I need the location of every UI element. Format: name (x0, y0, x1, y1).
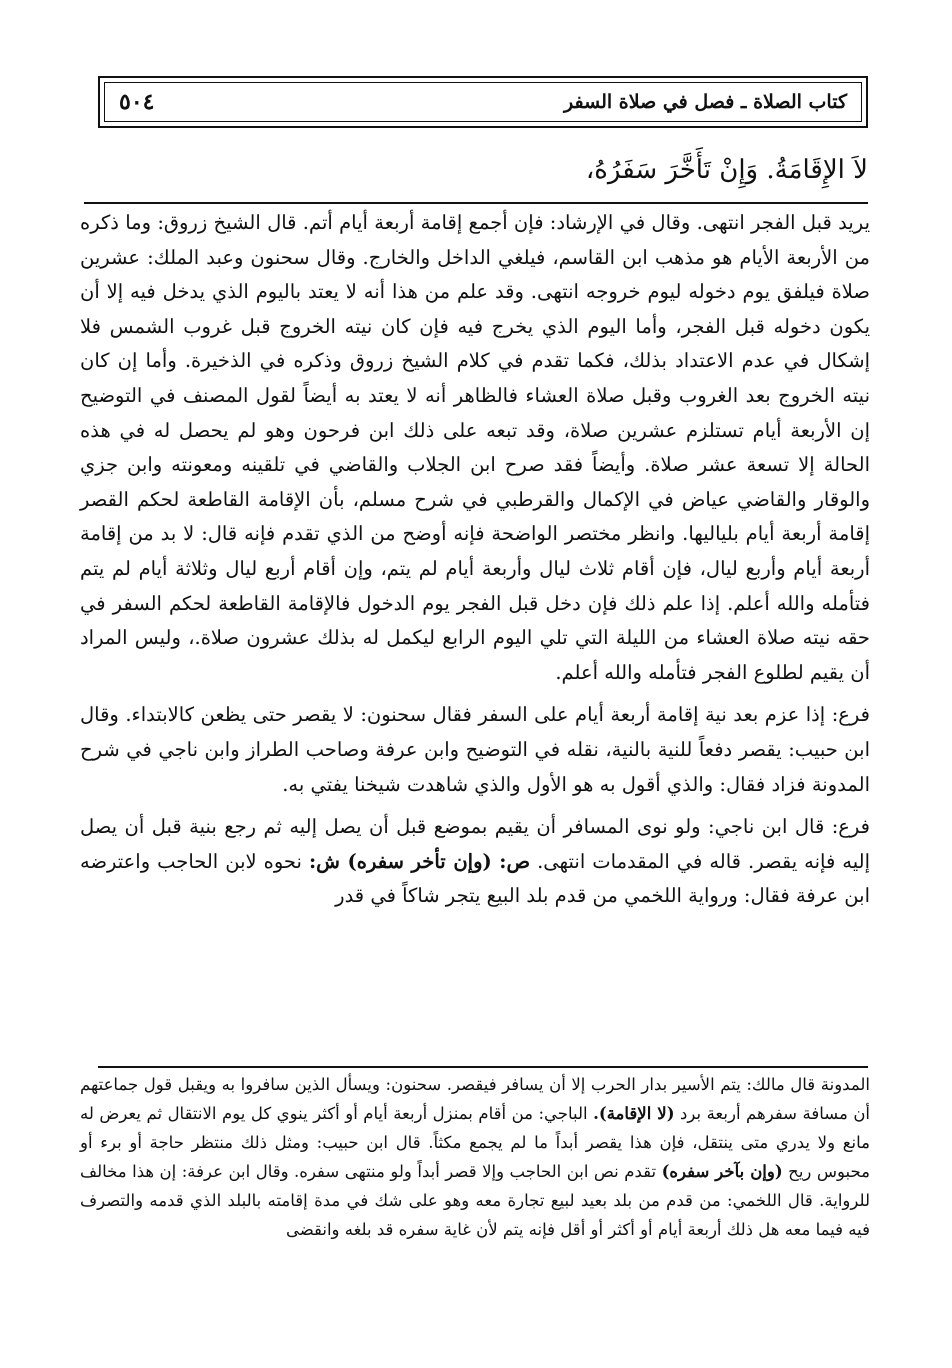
header-title: كتاب الصلاة ـ فصل في صلاة السفر (564, 91, 847, 113)
footnote-marker-1: (لا الإقامة). (593, 1104, 675, 1123)
running-header (98, 76, 868, 128)
footnote-paragraph (80, 1070, 870, 1244)
page-number: ٥٠٤ (119, 89, 155, 115)
matn-divider (84, 202, 868, 204)
commentary-body (80, 206, 870, 922)
footnote-marker-2: (وإن بآخر سفره) (661, 1162, 783, 1181)
footnote-text-2: الباجي: من أقام بمنزل أربعة أيام أو أكثر ينوي كل يوم الانتقال ثم يعرض له مانع ولا يدري متى ينتقل، فإن هذا يقصر أبداً ما لم يجمع مكثاً. قال ابن حبيب: ومثل ذلك منتظر حاجة أو برء أو محبوس ريح (80, 1104, 871, 1181)
running-header-inner (104, 82, 862, 122)
matn-text: لاَ الإِقَامَةُ. وَإِنْ تَأَخَّرَ سَفَرُهُ، (585, 155, 868, 185)
footnote-divider (98, 1066, 868, 1068)
commentary-paragraph-3-start: فرع: قال ابن ناجي: ولو نوى المسافر أن يقيم بموضع قبل أن يصل إليه ثم رجع بنية قبل أن يصل إليه فإنه يقصر. قاله في المقدمات انتهى. (80, 815, 871, 873)
footnote-text-3: تقدم نص ابن الحاجب وإلا قصر أبداً ولو منتهى سفره. وقال ابن عرفة: إن هذا مخالف للرواية. قال اللخمي: من قدم من بلد بعيد لبيع تجارة معه وهو على شك في مدة إقامته بالبلد الذي قدمه والتصرف فيه فيما معه هل ذلك أربعة أيام أو أكثر أو أقل فإنه يتم لأن غاية سفره قد بلغه وانقضى (80, 1162, 870, 1239)
footnote-text-1: المدونة قال مالك: يتم الأسير بدار الحرب إلا أن يسافر فيقصر. سحنون: ويسأل الذين سافروا به ويقبل قول جماعتهم أن مسافة سفرهم أربعة برد (80, 1075, 871, 1123)
commentary-paragraph-1: يريد قبل الفجر انتهى. وقال في الإرشاد: فإن أجمع إقامة أربعة أيام أتم. قال الشيخ زروق: وما ذكره من الأربعة الأيام هو مذهب ابن القاسم، فيلغي الداخل والخارج. وقال سحنون وعبد الملك: عشرين صلاة فيلفق يوم دخوله ليوم خروجه انتهى. وقد علم من هذا أنه لا يعتد باليوم الذي يدخل فيه إلا أن يكون دخوله قبل الفجر، وأما اليوم الذي يخرج فيه فإن كان نيته الخروج قبل غروب الشمس فلا إشكال في عدم الاعتداد بذلك، فكما تقدم في كلام الشيخ زروق وذكره في الذخيرة. وأما إن كان نيته الخروج بعد الغروب وقبل صلاة العشاء فالظاهر أنه لا يعتد به أيضاً لقول المصنف في التوضيح إن الأربعة أيام تستلزم عشرين صلاة، وقد تبعه على ذلك ابن فرحون وهو لم يحصل له في هذه الحالة إلا تسعة عشر صلاة. وأيضاً فقد صرح ابن الجلاب والقاضي في تلقينه ومعونته وابن جزي والوقار والقاضي عياض في الإكمال والقرطبي في شرح مسلم، بأن الإقامة القاطعة لحكم القصر إقامة أربعة أيام بلياليها. وانظر مختصر الواضحة فإنه أوضح من الذي تقدم فإنه قال: لا بد من إقامة أربعة أيام وأربع ليال، فإن أقام ثلاث ليال وأربعة أيام لم يتم، وإن أقام أربع ليال وثلاثة أيام لم يتم فتأمله والله أعلم. إذا علم ذلك فإن دخل قبل الفجر يوم الدخول فالإقامة القاطعة لحكم السفر في حقه نيته صلاة العشاء من الليلة التي تلي اليوم الرابع ليكمل له بذلك عشرون صلاة.، وليس المراد أن يقيم لطلوع الفجر فتأمله والله أعلم. (80, 211, 870, 684)
commentary-paragraph-3 (80, 810, 870, 914)
commentary-paragraph-2: فرع: إذا عزم بعد نية إقامة أربعة أيام على السفر فقال سحنون: لا يقصر حتى يظعن كالابتداء. وقال ابن حبيب: يقصر دفعاً للنية بالنية، نقله في التوضيح وابن عرفة وصاحب الطراز وابن ناجي في شرح المدونة فزاد فقال: والذي أقول به هو الأول والذي شاهدت شيخنا يفتي به. (80, 703, 870, 796)
matn-citation-marker: ص: (وإن تأخر سفره) ش: (308, 849, 531, 873)
commentary-paragraph-3-end: نحوه لابن الحاجب واعترضه ابن عرفة فقال: ورواية اللخمي من قدم بلد البيع يتجر شاكاً في قدر (80, 849, 870, 908)
footnote-section (80, 1070, 870, 1244)
